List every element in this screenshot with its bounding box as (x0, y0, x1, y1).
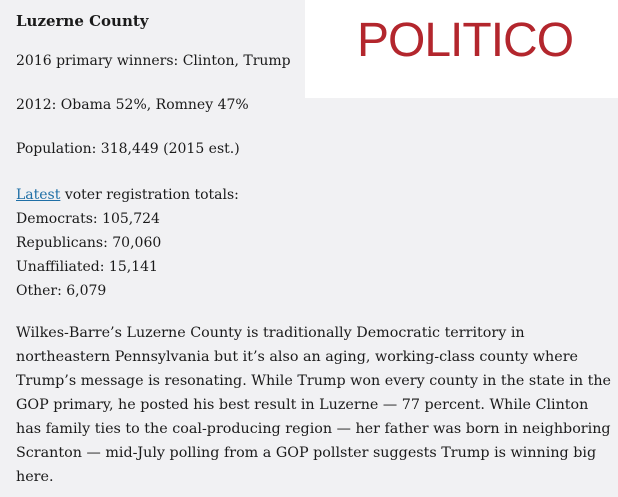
election-2012: 2012: Obama 52%, Romney 47% (16, 97, 249, 113)
politico-logo: POLITICO (357, 14, 574, 67)
article-content (16, 9, 612, 489)
other-count: Other: 6,079 (16, 283, 107, 299)
registration-heading-text: voter registration totals: (60, 187, 239, 203)
registration-heading (16, 183, 612, 207)
unaffiliated-count: Unaffiliated: 15,141 (16, 259, 158, 275)
body-paragraph: Wilkes-Barre’s Luzerne County is traditionally Democratic territory in northeastern Pennsylvania but it’s also an aging, working-class county where Trump’s message is resonating. While Trump won every county in the state in the GOP primary, he posted his best result in Luzerne — 77 percent. While Clinton has family ties to the coal-producing region — her father was born in neighboring Scranton — mid-July polling from a GOP pollster suggests Trump is winning big here. (16, 325, 611, 485)
population: Population: 318,449 (2015 est.) (16, 141, 240, 157)
registration-block (16, 183, 612, 303)
primary-winners: 2016 primary winners: Clinton, Trump (16, 53, 291, 69)
latest-link[interactable]: Latest (16, 187, 61, 203)
county-heading: Luzerne County (16, 12, 149, 30)
republicans-count: Republicans: 70,060 (16, 235, 162, 251)
democrats-count: Democrats: 105,724 (16, 211, 160, 227)
